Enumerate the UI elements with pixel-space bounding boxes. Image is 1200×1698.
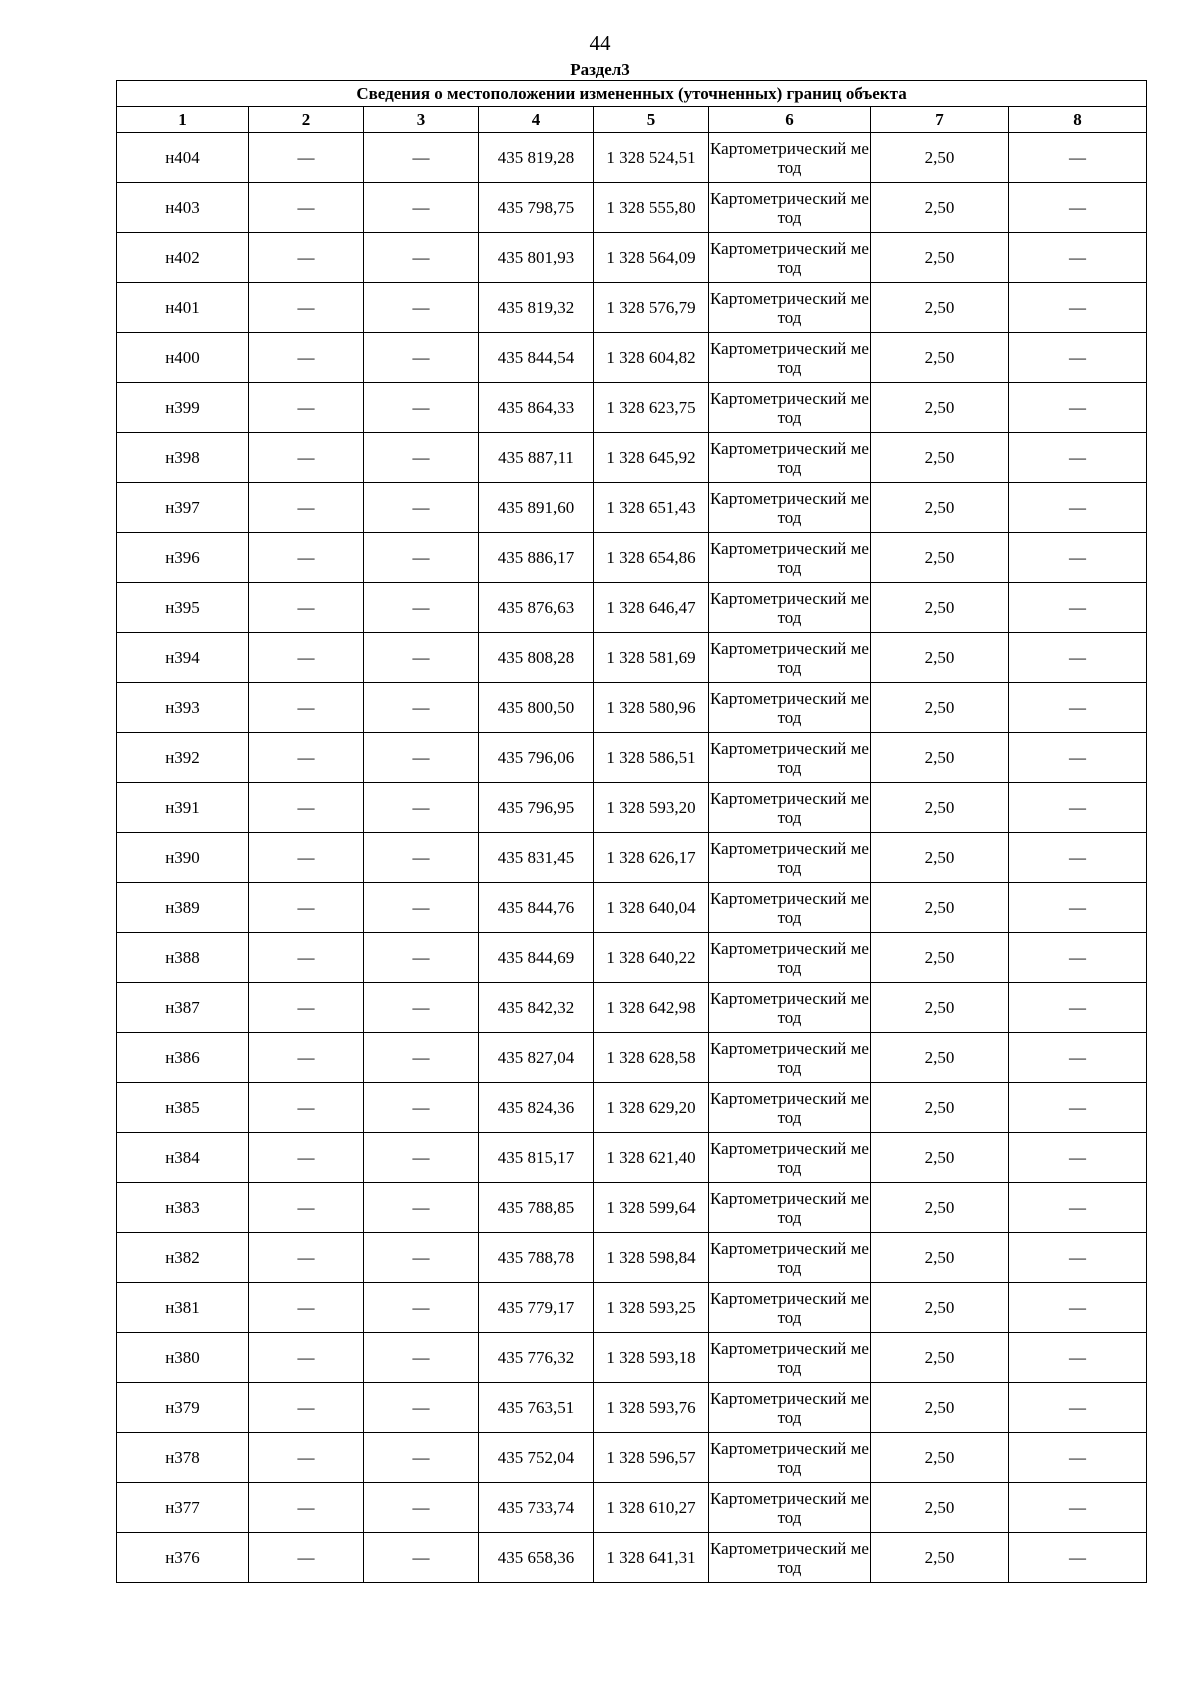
col8-cell: — — [1009, 1383, 1147, 1433]
accuracy-cell: 2,50 — [871, 1033, 1009, 1083]
y-coord-cell: 1 328 621,40 — [594, 1133, 709, 1183]
x-coord-cell: 435 763,51 — [479, 1383, 594, 1433]
accuracy-cell: 2,50 — [871, 233, 1009, 283]
accuracy-cell: 2,50 — [871, 883, 1009, 933]
col3-cell: — — [364, 883, 479, 933]
y-coord-cell: 1 328 629,20 — [594, 1083, 709, 1133]
column-header-4: 4 — [479, 107, 594, 133]
x-coord-cell: 435 844,76 — [479, 883, 594, 933]
y-coord-cell: 1 328 598,84 — [594, 1233, 709, 1283]
y-coord-cell: 1 328 580,96 — [594, 683, 709, 733]
table-row — [117, 883, 1147, 933]
col8-cell: — — [1009, 1433, 1147, 1483]
table-row — [117, 1033, 1147, 1083]
table-row — [117, 283, 1147, 333]
col2-cell: — — [249, 883, 364, 933]
col8-cell: — — [1009, 1233, 1147, 1283]
col3-cell: — — [364, 583, 479, 633]
col8-cell: — — [1009, 433, 1147, 483]
table-caption: Сведения о местоположении измененных (уточненных) границ объекта — [117, 81, 1147, 107]
y-coord-cell: 1 328 645,92 — [594, 433, 709, 483]
accuracy-cell: 2,50 — [871, 1433, 1009, 1483]
table-row — [117, 133, 1147, 183]
table-row — [117, 1333, 1147, 1383]
method-cell: Картометрический метод — [709, 1433, 871, 1483]
point-name-cell: н395 — [117, 583, 249, 633]
method-cell: Картометрический метод — [709, 1033, 871, 1083]
col8-cell: — — [1009, 333, 1147, 383]
col2-cell: — — [249, 533, 364, 583]
table-row — [117, 1133, 1147, 1183]
accuracy-cell: 2,50 — [871, 533, 1009, 583]
method-cell: Картометрический метод — [709, 883, 871, 933]
method-cell: Картометрический метод — [709, 1233, 871, 1283]
point-name-cell: н398 — [117, 433, 249, 483]
col2-cell: — — [249, 783, 364, 833]
point-name-cell: н404 — [117, 133, 249, 183]
method-cell: Картометрический метод — [709, 1483, 871, 1533]
point-name-cell: н376 — [117, 1533, 249, 1583]
accuracy-cell: 2,50 — [871, 933, 1009, 983]
column-header-1: 1 — [117, 107, 249, 133]
y-coord-cell: 1 328 593,25 — [594, 1283, 709, 1333]
y-coord-cell: 1 328 593,20 — [594, 783, 709, 833]
accuracy-cell: 2,50 — [871, 1283, 1009, 1333]
col3-cell: — — [364, 783, 479, 833]
col2-cell: — — [249, 433, 364, 483]
col2-cell: — — [249, 1433, 364, 1483]
col2-cell: — — [249, 1183, 364, 1233]
col3-cell: — — [364, 933, 479, 983]
page-number: 44 — [589, 31, 611, 55]
x-coord-cell: 435 815,17 — [479, 1133, 594, 1183]
table-row — [117, 683, 1147, 733]
y-coord-cell: 1 328 593,76 — [594, 1383, 709, 1433]
table-row — [117, 333, 1147, 383]
col2-cell: — — [249, 1033, 364, 1083]
y-coord-cell: 1 328 564,09 — [594, 233, 709, 283]
col3-cell: — — [364, 1483, 479, 1533]
table-row — [117, 833, 1147, 883]
col8-cell: — — [1009, 1183, 1147, 1233]
col3-cell: — — [364, 1133, 479, 1183]
method-cell: Картометрический метод — [709, 533, 871, 583]
point-name-cell: н378 — [117, 1433, 249, 1483]
method-cell: Картометрический метод — [709, 1283, 871, 1333]
col8-cell: — — [1009, 983, 1147, 1033]
table-row — [117, 1083, 1147, 1133]
col3-cell: — — [364, 533, 479, 583]
col2-cell: — — [249, 833, 364, 883]
y-coord-cell: 1 328 604,82 — [594, 333, 709, 383]
point-name-cell: н403 — [117, 183, 249, 233]
col3-cell: — — [364, 1533, 479, 1583]
col2-cell: — — [249, 1233, 364, 1283]
col3-cell: — — [364, 733, 479, 783]
method-cell: Картометрический метод — [709, 133, 871, 183]
accuracy-cell: 2,50 — [871, 733, 1009, 783]
accuracy-cell: 2,50 — [871, 333, 1009, 383]
point-name-cell: н399 — [117, 383, 249, 433]
table-row — [117, 1433, 1147, 1483]
method-cell: Картометрический метод — [709, 1333, 871, 1383]
point-name-cell: н393 — [117, 683, 249, 733]
col2-cell: — — [249, 1483, 364, 1533]
col8-cell: — — [1009, 183, 1147, 233]
col3-cell: — — [364, 1283, 479, 1333]
col3-cell: — — [364, 1083, 479, 1133]
accuracy-cell: 2,50 — [871, 283, 1009, 333]
accuracy-cell: 2,50 — [871, 633, 1009, 683]
col3-cell: — — [364, 1433, 479, 1483]
col8-cell: — — [1009, 883, 1147, 933]
table-row — [117, 1183, 1147, 1233]
x-coord-cell: 435 776,32 — [479, 1333, 594, 1383]
y-coord-cell: 1 328 640,22 — [594, 933, 709, 983]
col2-cell: — — [249, 183, 364, 233]
accuracy-cell: 2,50 — [871, 383, 1009, 433]
column-header-2: 2 — [249, 107, 364, 133]
col2-cell: — — [249, 1083, 364, 1133]
accuracy-cell: 2,50 — [871, 1483, 1009, 1533]
col2-cell: — — [249, 983, 364, 1033]
method-cell: Картометрический метод — [709, 633, 871, 683]
col2-cell: — — [249, 1533, 364, 1583]
x-coord-cell: 435 844,54 — [479, 333, 594, 383]
accuracy-cell: 2,50 — [871, 133, 1009, 183]
accuracy-cell: 2,50 — [871, 1383, 1009, 1433]
point-name-cell: н401 — [117, 283, 249, 333]
x-coord-cell: 435 876,63 — [479, 583, 594, 633]
col2-cell: — — [249, 383, 364, 433]
col8-cell: — — [1009, 383, 1147, 433]
x-coord-cell: 435 733,74 — [479, 1483, 594, 1533]
col3-cell: — — [364, 1333, 479, 1383]
point-name-cell: н381 — [117, 1283, 249, 1333]
method-cell: Картометрический метод — [709, 433, 871, 483]
col8-cell: — — [1009, 1283, 1147, 1333]
point-name-cell: н377 — [117, 1483, 249, 1533]
method-cell: Картометрический метод — [709, 233, 871, 283]
point-name-cell: н391 — [117, 783, 249, 833]
x-coord-cell: 435 844,69 — [479, 933, 594, 983]
accuracy-cell: 2,50 — [871, 183, 1009, 233]
method-cell: Картометрический метод — [709, 1083, 871, 1133]
x-coord-cell: 435 800,50 — [479, 683, 594, 733]
table-row — [117, 183, 1147, 233]
col2-cell: — — [249, 333, 364, 383]
y-coord-cell: 1 328 646,47 — [594, 583, 709, 633]
method-cell: Картометрический метод — [709, 283, 871, 333]
y-coord-cell: 1 328 599,64 — [594, 1183, 709, 1233]
col2-cell: — — [249, 1283, 364, 1333]
y-coord-cell: 1 328 576,79 — [594, 283, 709, 333]
col8-cell: — — [1009, 133, 1147, 183]
col8-cell: — — [1009, 483, 1147, 533]
y-coord-cell: 1 328 642,98 — [594, 983, 709, 1033]
x-coord-cell: 435 842,32 — [479, 983, 594, 1033]
table-row — [117, 983, 1147, 1033]
table-row — [117, 933, 1147, 983]
y-coord-cell: 1 328 651,43 — [594, 483, 709, 533]
x-coord-cell: 435 886,17 — [479, 533, 594, 583]
point-name-cell: н384 — [117, 1133, 249, 1183]
method-cell: Картометрический метод — [709, 983, 871, 1033]
col3-cell: — — [364, 983, 479, 1033]
col3-cell: — — [364, 283, 479, 333]
col8-cell: — — [1009, 533, 1147, 583]
col8-cell: — — [1009, 1533, 1147, 1583]
col3-cell: — — [364, 383, 479, 433]
col3-cell: — — [364, 133, 479, 183]
accuracy-cell: 2,50 — [871, 1133, 1009, 1183]
col3-cell: — — [364, 683, 479, 733]
method-cell: Картометрический метод — [709, 833, 871, 883]
col3-cell: — — [364, 183, 479, 233]
point-name-cell: н388 — [117, 933, 249, 983]
col2-cell: — — [249, 233, 364, 283]
method-cell: Картометрический метод — [709, 483, 871, 533]
y-coord-cell: 1 328 524,51 — [594, 133, 709, 183]
col8-cell: — — [1009, 683, 1147, 733]
method-cell: Картометрический метод — [709, 183, 871, 233]
method-cell: Картометрический метод — [709, 383, 871, 433]
table-row — [117, 733, 1147, 783]
col8-cell: — — [1009, 933, 1147, 983]
point-name-cell: н380 — [117, 1333, 249, 1383]
accuracy-cell: 2,50 — [871, 1083, 1009, 1133]
point-name-cell: н379 — [117, 1383, 249, 1433]
y-coord-cell: 1 328 555,80 — [594, 183, 709, 233]
method-cell: Картометрический метод — [709, 683, 871, 733]
table-body — [117, 133, 1147, 1583]
col3-cell: — — [364, 433, 479, 483]
y-coord-cell: 1 328 593,18 — [594, 1333, 709, 1383]
point-name-cell: н385 — [117, 1083, 249, 1133]
point-name-cell: н400 — [117, 333, 249, 383]
col2-cell: — — [249, 1383, 364, 1433]
col2-cell: — — [249, 583, 364, 633]
col3-cell: — — [364, 333, 479, 383]
accuracy-cell: 2,50 — [871, 433, 1009, 483]
y-coord-cell: 1 328 586,51 — [594, 733, 709, 783]
x-coord-cell: 435 819,32 — [479, 283, 594, 333]
section-title: Раздел3 — [570, 60, 630, 79]
col2-cell: — — [249, 1133, 364, 1183]
x-coord-cell: 435 864,33 — [479, 383, 594, 433]
col2-cell: — — [249, 1333, 364, 1383]
column-header-8: 8 — [1009, 107, 1147, 133]
col3-cell: — — [364, 633, 479, 683]
point-name-cell: н390 — [117, 833, 249, 883]
x-coord-cell: 435 788,85 — [479, 1183, 594, 1233]
accuracy-cell: 2,50 — [871, 783, 1009, 833]
x-coord-cell: 435 887,11 — [479, 433, 594, 483]
point-name-cell: н402 — [117, 233, 249, 283]
y-coord-cell: 1 328 654,86 — [594, 533, 709, 583]
col8-cell: — — [1009, 1333, 1147, 1383]
accuracy-cell: 2,50 — [871, 483, 1009, 533]
method-cell: Картометрический метод — [709, 333, 871, 383]
column-header-7: 7 — [871, 107, 1009, 133]
col8-cell: — — [1009, 633, 1147, 683]
x-coord-cell: 435 824,36 — [479, 1083, 594, 1133]
column-header-row — [117, 107, 1147, 133]
y-coord-cell: 1 328 641,31 — [594, 1533, 709, 1583]
table-row — [117, 1383, 1147, 1433]
accuracy-cell: 2,50 — [871, 983, 1009, 1033]
x-coord-cell: 435 801,93 — [479, 233, 594, 283]
col2-cell: — — [249, 683, 364, 733]
method-cell: Картометрический метод — [709, 583, 871, 633]
col3-cell: — — [364, 833, 479, 883]
accuracy-cell: 2,50 — [871, 833, 1009, 883]
x-coord-cell: 435 819,28 — [479, 133, 594, 183]
y-coord-cell: 1 328 640,04 — [594, 883, 709, 933]
point-name-cell: н387 — [117, 983, 249, 1033]
y-coord-cell: 1 328 626,17 — [594, 833, 709, 883]
accuracy-cell: 2,50 — [871, 1533, 1009, 1583]
table-row — [117, 233, 1147, 283]
col8-cell: — — [1009, 583, 1147, 633]
table-row — [117, 533, 1147, 583]
col2-cell: — — [249, 283, 364, 333]
table-row — [117, 1533, 1147, 1583]
y-coord-cell: 1 328 623,75 — [594, 383, 709, 433]
x-coord-cell: 435 798,75 — [479, 183, 594, 233]
y-coord-cell: 1 328 596,57 — [594, 1433, 709, 1483]
y-coord-cell: 1 328 610,27 — [594, 1483, 709, 1533]
method-cell: Картометрический метод — [709, 783, 871, 833]
accuracy-cell: 2,50 — [871, 1183, 1009, 1233]
col2-cell: — — [249, 133, 364, 183]
column-header-3: 3 — [364, 107, 479, 133]
y-coord-cell: 1 328 628,58 — [594, 1033, 709, 1083]
x-coord-cell: 435 752,04 — [479, 1433, 594, 1483]
col2-cell: — — [249, 733, 364, 783]
x-coord-cell: 435 831,45 — [479, 833, 594, 883]
column-header-6: 6 — [709, 107, 871, 133]
point-name-cell: н396 — [117, 533, 249, 583]
column-header-5: 5 — [594, 107, 709, 133]
table-row — [117, 583, 1147, 633]
point-name-cell: н394 — [117, 633, 249, 683]
x-coord-cell: 435 788,78 — [479, 1233, 594, 1283]
point-name-cell: н397 — [117, 483, 249, 533]
col8-cell: — — [1009, 1083, 1147, 1133]
y-coord-cell: 1 328 581,69 — [594, 633, 709, 683]
table-row — [117, 483, 1147, 533]
table-row — [117, 1483, 1147, 1533]
point-name-cell: н382 — [117, 1233, 249, 1283]
col8-cell: — — [1009, 1133, 1147, 1183]
point-name-cell: н383 — [117, 1183, 249, 1233]
method-cell: Картометрический метод — [709, 1133, 871, 1183]
col3-cell: — — [364, 1183, 479, 1233]
point-name-cell: н389 — [117, 883, 249, 933]
point-name-cell: н386 — [117, 1033, 249, 1083]
col8-cell: — — [1009, 283, 1147, 333]
x-coord-cell: 435 808,28 — [479, 633, 594, 683]
accuracy-cell: 2,50 — [871, 583, 1009, 633]
col2-cell: — — [249, 633, 364, 683]
accuracy-cell: 2,50 — [871, 683, 1009, 733]
x-coord-cell: 435 827,04 — [479, 1033, 594, 1083]
x-coord-cell: 435 779,17 — [479, 1283, 594, 1333]
method-cell: Картометрический метод — [709, 1383, 871, 1433]
col8-cell: — — [1009, 733, 1147, 783]
table-row — [117, 383, 1147, 433]
method-cell: Картометрический метод — [709, 1533, 871, 1583]
col8-cell: — — [1009, 833, 1147, 883]
x-coord-cell: 435 796,06 — [479, 733, 594, 783]
point-name-cell: н392 — [117, 733, 249, 783]
table-row — [117, 783, 1147, 833]
boundary-table — [116, 80, 1147, 1583]
table-row — [117, 1233, 1147, 1283]
col8-cell: — — [1009, 1033, 1147, 1083]
x-coord-cell: 435 891,60 — [479, 483, 594, 533]
x-coord-cell: 435 658,36 — [479, 1533, 594, 1583]
col8-cell: — — [1009, 233, 1147, 283]
accuracy-cell: 2,50 — [871, 1333, 1009, 1383]
method-cell: Картометрический метод — [709, 1183, 871, 1233]
col3-cell: — — [364, 483, 479, 533]
col8-cell: — — [1009, 783, 1147, 833]
method-cell: Картометрический метод — [709, 933, 871, 983]
col3-cell: — — [364, 1233, 479, 1283]
col2-cell: — — [249, 933, 364, 983]
table-row — [117, 433, 1147, 483]
col8-cell: — — [1009, 1483, 1147, 1533]
x-coord-cell: 435 796,95 — [479, 783, 594, 833]
col2-cell: — — [249, 483, 364, 533]
col3-cell: — — [364, 233, 479, 283]
col3-cell: — — [364, 1383, 479, 1433]
table-row — [117, 633, 1147, 683]
method-cell: Картометрический метод — [709, 733, 871, 783]
table-row — [117, 1283, 1147, 1333]
accuracy-cell: 2,50 — [871, 1233, 1009, 1283]
col3-cell: — — [364, 1033, 479, 1083]
